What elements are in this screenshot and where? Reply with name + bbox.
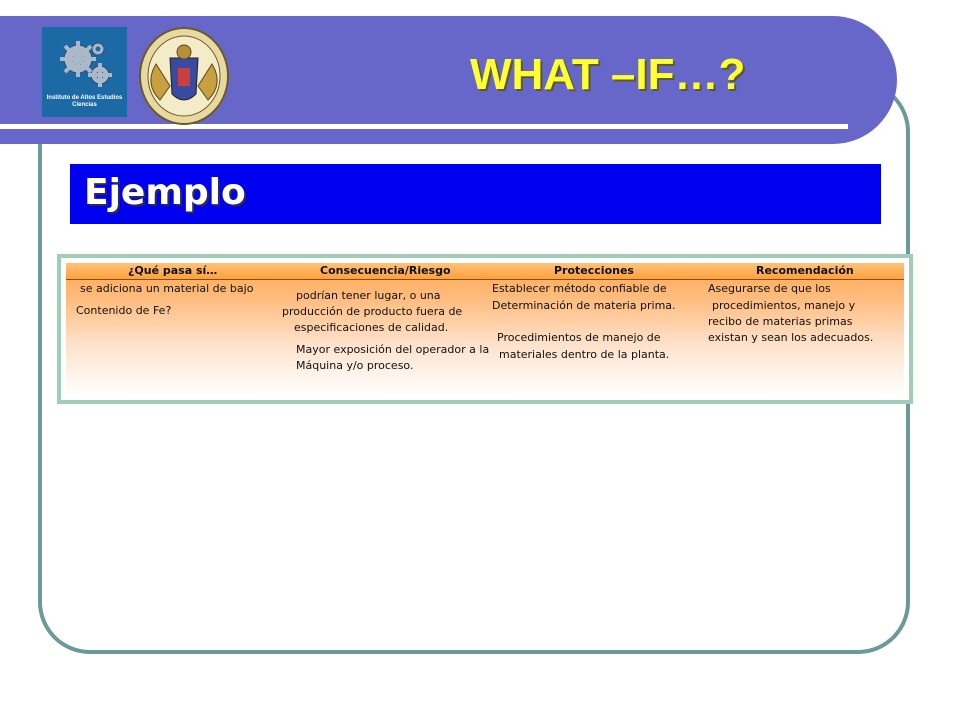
- page-title: WHAT –IF…?: [470, 50, 746, 99]
- cell-consecuencia-1-line-1: podrían tener lugar, o una: [296, 289, 441, 302]
- header-divider: [0, 124, 848, 129]
- institute-logo-text: [42, 95, 127, 109]
- column-header-protecciones: Protecciones: [554, 264, 634, 277]
- cell-recomendacion-line-2: procedimientos, manejo y: [712, 299, 856, 312]
- column-header-recomendacion: Recomendación: [756, 264, 854, 277]
- cell-consecuencia-1-line-2: producción de producto fuera de: [282, 305, 463, 318]
- cell-recomendacion-line-3: recibo de materias primas: [708, 315, 853, 328]
- institute-logo-line-1: Instituto de Altos Estudios: [46, 95, 123, 101]
- cell-protecciones-2-line-1: Procedimientos de manejo de: [497, 331, 661, 344]
- column-header-que-pasa: ¿Qué pasa sí…: [128, 264, 218, 277]
- cell-consecuencia-1-line-3: especificaciones de calidad.: [294, 321, 449, 334]
- institute-logo-line-2: Ciencias: [72, 102, 97, 108]
- cell-protecciones-1-line-1: Establecer método confiable de: [492, 282, 667, 295]
- cell-consecuencia-2-line-2: Máquina y/o proceso.: [296, 359, 414, 372]
- section-title: Ejemplo: [84, 172, 246, 213]
- cell-protecciones-2-line-2: materiales dentro de la planta.: [499, 348, 670, 361]
- institute-logo: [42, 27, 127, 117]
- university-seal-icon: [136, 24, 232, 128]
- cell-protecciones-1-line-2: Determinación de materia prima.: [492, 299, 676, 312]
- cell-consecuencia-2-line-1: Mayor exposición del operador a la: [296, 343, 490, 356]
- gears-icon: [50, 35, 120, 95]
- cell-recomendacion-line-4: existan y sean los adecuados.: [708, 331, 874, 344]
- column-header-consecuencia: Consecuencia/Riesgo: [320, 264, 451, 277]
- table-header-row: [66, 263, 904, 280]
- cell-que-pasa-line-1: se adiciona un material de bajo: [80, 282, 254, 295]
- what-if-table: [57, 254, 913, 404]
- section-bar: [70, 164, 881, 224]
- cell-recomendacion-line-1: Asegurarse de que los: [708, 282, 831, 295]
- cell-que-pasa-line-2: Contenido de Fe?: [76, 304, 172, 317]
- table-body: [66, 263, 904, 395]
